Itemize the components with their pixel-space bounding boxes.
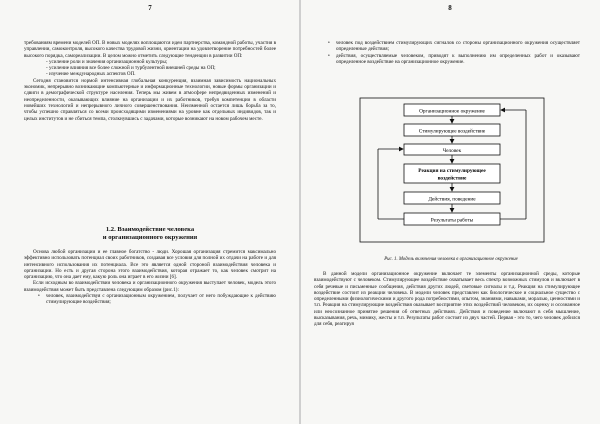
right-page	[300, 0, 600, 424]
list-item: • человек, взаимодействуя с организационным окружением, получает от него побуждающие к действию стимулирующие воздействия;	[46, 293, 276, 306]
section-heading: 1.2. Взаимодействие человека и организационного окружения	[102, 226, 198, 241]
right-bottom-text	[314, 271, 580, 328]
paragraph: Основа любой организации и ее главное богатство - люди. Хорошая организация стремится максимально эффективно использовать потенциал своих работников, создавая все условия для полной их отдачи на работе и для интенсивного использования их потенциала. Все это является одной стороной взаимодействия человека и организации. Но есть и другая сторона этого взаимодействия, которая отражает то, как человек смотрит на организацию, что она дает ему, какую роль она играет в его жизни [6].	[24, 249, 276, 281]
list-item: • человек под воздействием стимулирующих сигналов со стороны организационного окружения осуществляет определенные действия;	[336, 40, 580, 53]
list-item: - усиление роли и значения организационной культуры;	[46, 59, 276, 65]
left-top-text	[24, 40, 276, 122]
paragraph: Сегодня становится нормой интенсивная глобальная конкуренция, взаимная зависимость национальных экономик, непрерывно возникающие компьютерные и информационные технологии, новые формы организации и сдвиги в демографической структуре населения. Теперь мы живем в атмосфере непредвиденных изменений и неопределенности, оказывающих влияние на организации и их работников, требуя компетенции в области новейших технологий и непрерывного личного совершенствования. Неизменной остается лишь борьба за то, чтобы успешно справляться со всеми происходящими изменениями на уровне как отдельных индивидов, так и целых институтов и не сбиться темпа, столкнувшись с задачами, которые возникают на новом рабочем месте.	[24, 77, 276, 122]
reaction-label-1: Реакция на стимулирующее	[418, 168, 486, 174]
left-bottom-text	[24, 249, 276, 306]
paragraph: Если исходным во взаимодействии человека и организационного окружения выступает человек, модель этого взаимодействия может быть представлена следующим образом (рис.1):	[24, 280, 276, 293]
actions-label: Действия, поведение	[428, 196, 476, 203]
stimulus-label: Стимулирующее воздействие	[418, 128, 486, 135]
results-label: Результаты работы	[430, 217, 474, 224]
person-label: Человек	[442, 147, 462, 154]
list-item: - усиление влияния все более сложной и турбулентной внешней среды на ОП;	[46, 65, 276, 71]
paragraph: В данной модели организационное окружение включает те элементы организационной среды, которые взаимодействуют с человеком. Стимулирующее воздействие охватывает весь спектр возможных стимулов и включает в себя речевые и письменные сообщения, действия других людей, световые сигналы и т.д. Реакция на стимулирующее воздействие состоит из реакции человека. В модели человек представлен как биологическое и социальное существо с определенными физиологическими и другого рода потребностями, опытом, знаниями, навыками, моралью, ценностями и т.п. Реакция на стимулирующие воздействия оказывает восприятие этих воздействий человеком, их оценку и осознанное или неосознанное принятие решения об ответных действиях. Действия и поведение включают в себя мышление, высказывания, речь, мимику, жесты и т.п. Результаты работ состоят из двух частей. Первая - это то, чего человек добился для себя, реагируя	[314, 271, 580, 328]
right-top-text	[314, 40, 580, 65]
figure-caption: Рис. 1. Модель включения человека в организационное окружение	[384, 257, 518, 262]
paragraph: требованиям времени моделей ОП. В новых моделях воплощаются идеи партнерства, командной работы, участия в управлении, самоконтроля, высокого качества трудовой жизни, ориентации на удовлетворение потребностей более высокого порядка, самореализации. В целом можно отметить следующие тенденции в развитии ОП:	[24, 40, 276, 59]
trends-list	[24, 59, 276, 78]
model-diagram	[312, 92, 588, 247]
reaction-label-2: воздействие	[437, 175, 467, 182]
list-item: • действия, осуществляемые человеком, приводят к выполнению им определенных работ и оказывают определенное воздействие на организационное окружение.	[336, 53, 580, 66]
page-number: 7	[148, 4, 152, 12]
environment-label: Организационное окружение	[419, 108, 485, 115]
model-list	[24, 293, 276, 306]
page-number: 8	[448, 4, 452, 12]
list-item: - изучение международных аспектов ОП.	[46, 71, 276, 77]
model-list-continued	[314, 40, 580, 65]
